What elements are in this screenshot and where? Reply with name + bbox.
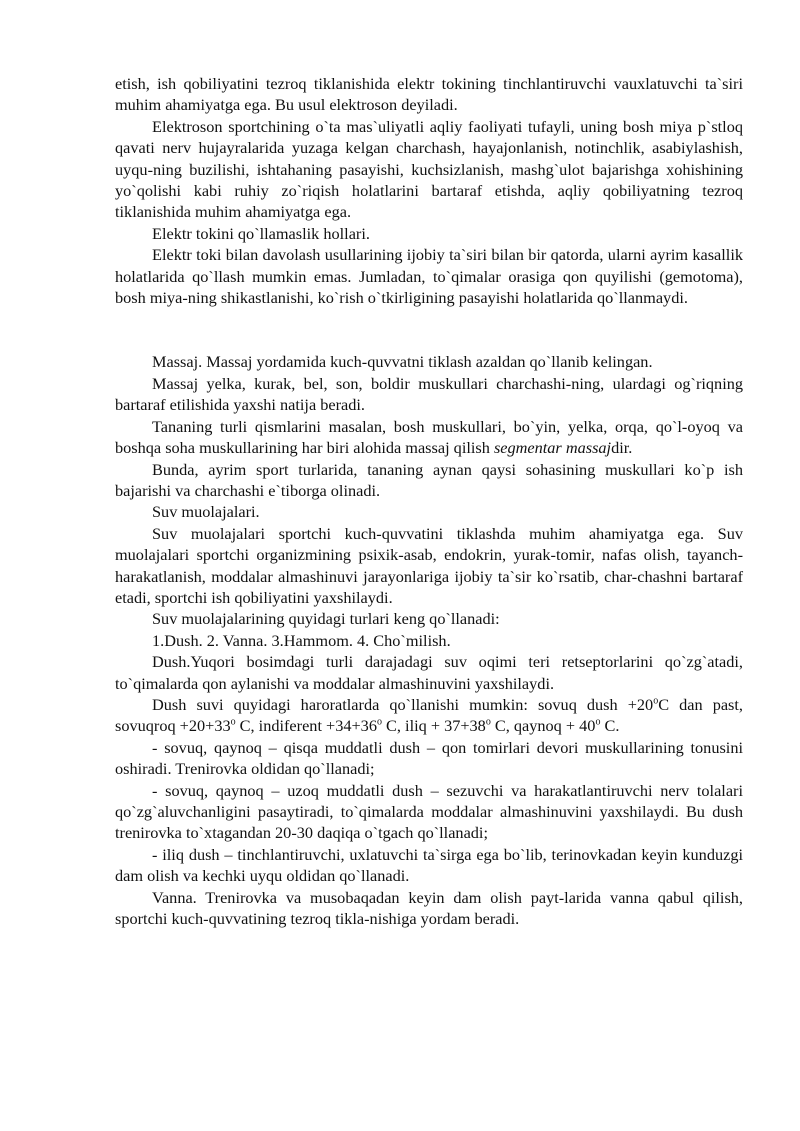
paragraph-massage-muscles: Massaj yelka, kurak, bel, son, boldir muskullari charchashi-ning, ulardagi og`riqning bartaraf etilishida yaxshi natija beradi. bbox=[115, 373, 743, 415]
temp-text-4: C, iliq + 37+38 bbox=[381, 716, 486, 736]
paragraph-long-shower: - sovuq, qaynoq – uzoq muddatli dush – sezuvchi va harakatlantiruvchi nerv tolalari qo`zg`aluvchanligini pasaytiradi, to`qimalarda moddalar almashinuvini yaxshilaydi. Bu dush trenirovka to`xtagandan 20-30 daqiqa o`tgach qo`llanadi; bbox=[115, 780, 743, 843]
degree-sign: o bbox=[595, 716, 601, 728]
heading-contraindications: Elektr tokini qo`llamaslik hollari. bbox=[152, 223, 370, 243]
paragraph-massage-intro: Massaj. Massaj yordamida kuch-quvvatni tiklash azaldan qo`llanib kelingan. bbox=[152, 352, 653, 372]
paragraph-shower: Dush.Yuqori bosimdagi turli darajadagi suv oqimi teri retseptorlarini qo`zg`atadi, to`qimalarda qon aylanishi va moddalar almashinuvini yaxshilaydi. bbox=[115, 652, 743, 693]
paragraph-warm-shower: - iliq dush – tinchlantiruvchi, uxlatuvchi ta`sirga ega bo`lib, terinovkadan keyin kunduzgi dam olish va kechki uyqu oldidan qo`llanadi. bbox=[115, 844, 743, 886]
degree-sign: o bbox=[653, 695, 659, 707]
paragraph-water-procedures: Suv muolajalari sportchi kuch-quvvatini tiklashda muhim ahamiyatga ega. Suv muolajalari sportchi organizmining psixik-asab, endokrin, yurak-tomir, nafas olish, tayanch-harakatlanish, moddalar almashinuvi jarayonlariga ijobiy ta`sir ko`rsatib, char-chashni bartaraf etadi, sportchi ish qobiliyatini yaxshilaydi. bbox=[115, 523, 743, 607]
segmental-massage-term: segmentar massaj bbox=[493, 438, 612, 458]
paragraph-water-types-intro: Suv muolajalarining quyidagi turlari keng qo`llanadi: bbox=[152, 609, 500, 629]
heading-water-procedures: Suv muolajalari. bbox=[152, 502, 260, 522]
segmental-text-end: dir. bbox=[611, 438, 633, 458]
temp-text-3: C, indiferent +34+36 bbox=[235, 716, 377, 736]
degree-sign: o bbox=[376, 716, 382, 728]
temp-text-6: C. bbox=[600, 716, 620, 736]
paragraph-water-types-list: 1.Dush. 2. Vanna. 3.Hammom. 4. Cho`milish. bbox=[152, 630, 451, 650]
paragraph-bath: Vanna. Trenirovka va musobaqadan keyin dam olish payt-larida vanna qabul qilish, sportchi kuch-quvvatining tezroq tikla-nishiga yordam beradi. bbox=[115, 887, 743, 929]
degree-sign: o bbox=[485, 716, 491, 728]
temp-text-1: Dush suvi quyidagi haroratlarda qo`llanishi mumkin: sovuq dush +20 bbox=[152, 694, 654, 714]
paragraph-contraindications: Elektr toki bilan davolash usullarining ijobiy ta`siri bilan bir qatorda, ularni ayrim kasallik holatlarida qo`llash mumkin emas. Jumladan, to`qimalar orasiga qon quyilishi (gemotoma), bosh miya-ning shikastlanishi, ko`rish o`tkirligining pasayishi holatlarida qo`llanmaydi. bbox=[115, 245, 743, 308]
temp-text-5: C, qaynoq + 40 bbox=[490, 716, 596, 736]
paragraph-short-shower: - sovuq, qaynoq – qisqa muddatli dush – qon tomirlari devori muskullarining tonusini oshiradi. Trenirovka oldidan qo`llanadi; bbox=[115, 737, 743, 779]
degree-sign: o bbox=[230, 716, 236, 728]
segmental-text-start: Tananing turli qismlarini masalan, bosh muskullari, bo`yin, yelka, orqa, qo`l-oyoq va boshqa soha muskullarining har biri alohida massaj qilish bbox=[115, 416, 743, 458]
paragraph-electrosleep-end: etish, ish qobiliyatini tezroq tiklanishida elektr tokining tinchlantiruvchi vauxlatuvchi ta`siri muhim ahamiyatga ega. Bu usul elektroson deyiladi. bbox=[115, 74, 743, 115]
section-spacer bbox=[115, 308, 743, 351]
document-page bbox=[115, 73, 743, 929]
paragraph-shower-temperatures bbox=[115, 694, 743, 737]
temp-text-2: C dan past, sovuqroq +20+33 bbox=[115, 694, 743, 736]
paragraph-sport-types: Bunda, ayrim sport turlarida, tananing aynan qaysi sohasining muskullari ko`p ish bajarishi va charchashi e`tiborga olinadi. bbox=[115, 459, 743, 500]
paragraph-electrosleep: Elektroson sportchining o`ta mas`uliyatli aqliy faoliyati tufayli, uning bosh miya p`stloq qavati nerv hujayralarida yuzaga kelgan charchash, hayajonlanish, notinchlik, asabiylashish, uyqu-ning buzilishi, ishtahaning pasayishi, kuchsizlanish, mashg`ulot bajarishga xohishining yo`qolishi kabi ruhiy zo`riqish holatlarini bartaraf etishda, aqliy qobiliyatning tezroq tiklanishida muhim ahamiyatga ega. bbox=[115, 116, 743, 222]
paragraph-segmental-massage bbox=[115, 416, 743, 459]
